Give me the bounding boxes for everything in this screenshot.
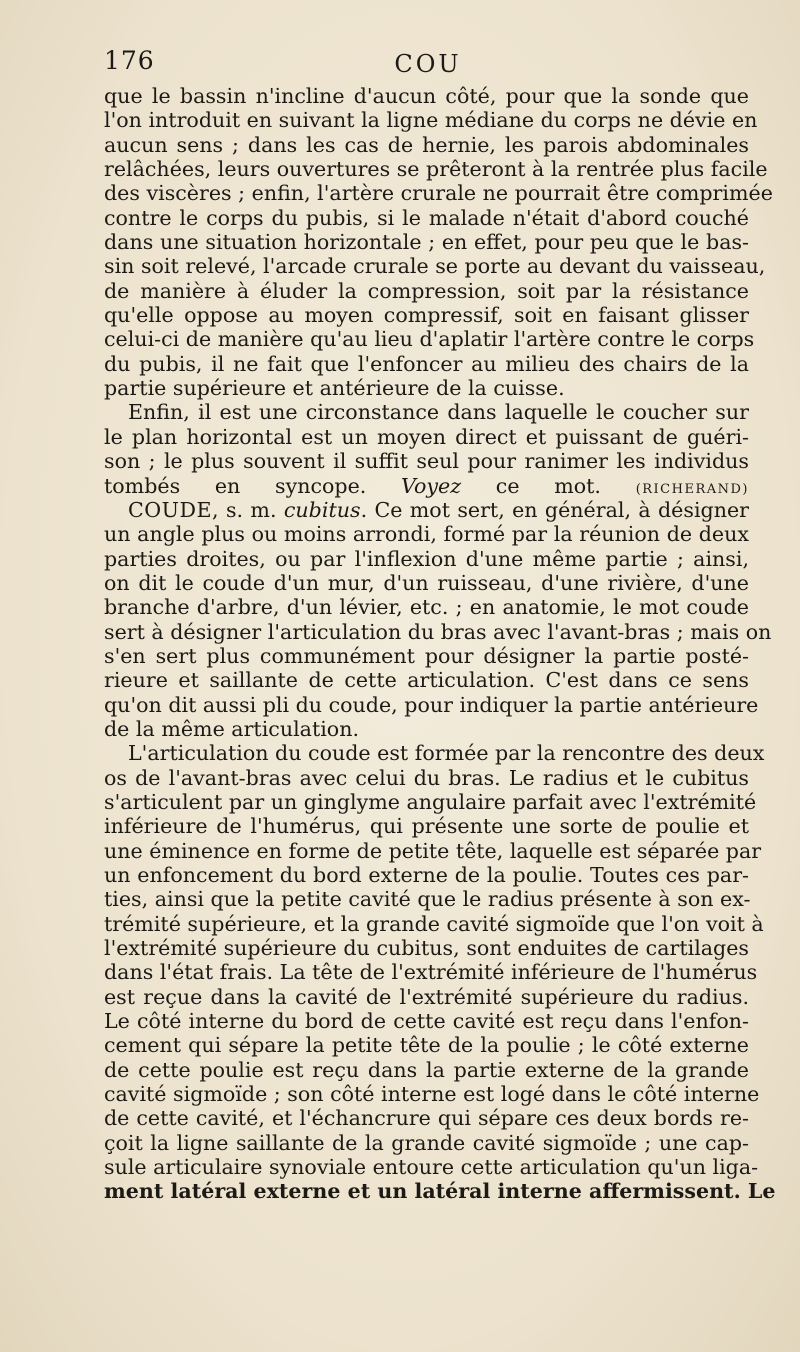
- text-line: trémité supérieure, et la grande cavité sigmoïde que l'on voit à: [104, 911, 764, 936]
- text-line: une éminence en forme de petite tête, laquelle est séparée par: [104, 838, 762, 863]
- text-line: des viscères ; enfin, l'artère crurale ne pourrait être comprimée: [104, 181, 773, 206]
- author-signature: (RICHERAND): [635, 481, 750, 497]
- text-span: ce mot.: [461, 473, 636, 498]
- text-line: [104, 498, 749, 522]
- text-line: [104, 474, 749, 498]
- text-line: ties, ainsi que la petite cavité que le radius présente à son ex-: [104, 887, 751, 912]
- text-line: qu'elle oppose au moyen compressif, soit en faisant glisser: [104, 303, 749, 328]
- text-line: s'en sert plus communément pour désigner la partie posté-: [104, 643, 749, 668]
- text-span: cubitus: [283, 497, 361, 522]
- text-span: . Ce mot sert, en général, à désigner: [360, 497, 750, 522]
- text-line: rieure et saillante de cette articulation. C'est dans ce sens: [104, 668, 749, 693]
- text-line: que le bassin n'incline d'aucun côté, pour que la sonde que: [104, 84, 749, 108]
- text-line: sule articulaire synoviale entoure cette articulation qu'un liga-: [104, 1155, 759, 1180]
- text-line: branche d'arbre, d'un lévier, etc. ; en anatomie, le mot coude: [104, 595, 749, 620]
- text-line: dans une situation horizontale ; en effet, pour peu que le bas-: [104, 230, 749, 255]
- text-span: Voyez: [401, 473, 462, 498]
- text-line: Enfin, il est une circonstance dans laquelle le coucher sur: [128, 400, 749, 425]
- text-line: est reçue dans la cavité de l'extrémité supérieure du radius.: [104, 984, 749, 1009]
- text-line: celui-ci de manière qu'au lieu d'aplatir l'artère contre le corps: [104, 327, 755, 352]
- text-span: tombés en syncope.: [104, 473, 402, 498]
- text-line: os de l'avant-bras avec celui du bras. Le radius et le cubitus: [104, 765, 749, 790]
- entry-headword: COUDE: [128, 497, 213, 522]
- text-line: cavité sigmoïde ; son côté interne est logé dans le côté interne: [104, 1082, 760, 1107]
- text-line: partie supérieure et antérieure de la cuisse.: [104, 376, 565, 401]
- text-line: du pubis, il ne fait que l'enfoncer au milieu des chairs de la: [104, 351, 749, 376]
- body-text: [104, 84, 776, 1204]
- text-line: aucun sens ; dans les cas de hernie, les parois abdominales: [104, 132, 749, 157]
- text-line: s'articulent par un ginglyme angulaire parfait avec l'extrémité: [104, 789, 757, 814]
- text-line: son ; le plus souvent il suffit seul pour ranimer les individus: [104, 449, 749, 474]
- text-line: de cette poulie est reçu dans la partie externe de la grande: [104, 1057, 749, 1082]
- text-line: on dit le coude d'un mur, d'un ruisseau, d'une rivière, d'une: [104, 570, 749, 595]
- text-span: , s. m.: [212, 497, 284, 522]
- page-header: [104, 44, 752, 84]
- text-line: inférieure de l'humérus, qui présente une sorte de poulie et: [104, 814, 749, 839]
- text-line: sin soit relevé, l'arcade crurale se porte au devant du vaisseau,: [104, 254, 766, 279]
- page-number: 176: [104, 46, 155, 75]
- text-line: relâchées, leurs ouvertures se prêteront à la rentrée plus facile: [104, 157, 768, 182]
- text-line: parties droites, ou par l'inflexion d'une même partie ; ainsi,: [104, 546, 749, 571]
- text-line: de la même articulation.: [104, 716, 360, 741]
- text-line: L'articulation du coude est formée par la rencontre des deux: [128, 741, 765, 766]
- text-line: qu'on dit aussi pli du coude, pour indiquer la partie antérieure: [104, 692, 759, 717]
- text-line: ment latéral externe et un latéral interne affermissent. Le: [104, 1179, 776, 1204]
- text-line: le plan horizontal est un moyen direct et puissant de guéri-: [104, 424, 749, 449]
- text-line: cement qui sépare la petite tête de la poulie ; le côté externe: [104, 1033, 749, 1058]
- text-line: sert à désigner l'articulation du bras avec l'avant-bras ; mais on: [104, 619, 772, 644]
- text-line: de cette cavité, et l'échancrure qui sépare ces deux bords re-: [104, 1106, 749, 1131]
- running-head: COU: [394, 50, 462, 78]
- text-line: Le côté interne du bord de cette cavité est reçu dans l'enfon-: [104, 1009, 749, 1034]
- text-line: l'extrémité supérieure du cubitus, sont enduites de cartilages: [104, 936, 749, 961]
- text-line: un angle plus ou moins arrondi, formé par la réunion de deux: [104, 522, 749, 547]
- text-line: de manière à éluder la compression, soit par la résistance: [104, 278, 749, 303]
- text-line: dans l'état frais. La tête de l'extrémité inférieure de l'humérus: [104, 960, 758, 985]
- text-line: l'on introduit en suivant la ligne médiane du corps ne dévie en: [104, 108, 758, 133]
- text-line: çoit la ligne saillante de la grande cavité sigmoïde ; une cap-: [104, 1130, 749, 1155]
- text-line: contre le corps du pubis, si le malade n'était d'abord couché: [104, 205, 749, 230]
- text-line: un enfoncement du bord externe de la poulie. Toutes ces par-: [104, 863, 749, 887]
